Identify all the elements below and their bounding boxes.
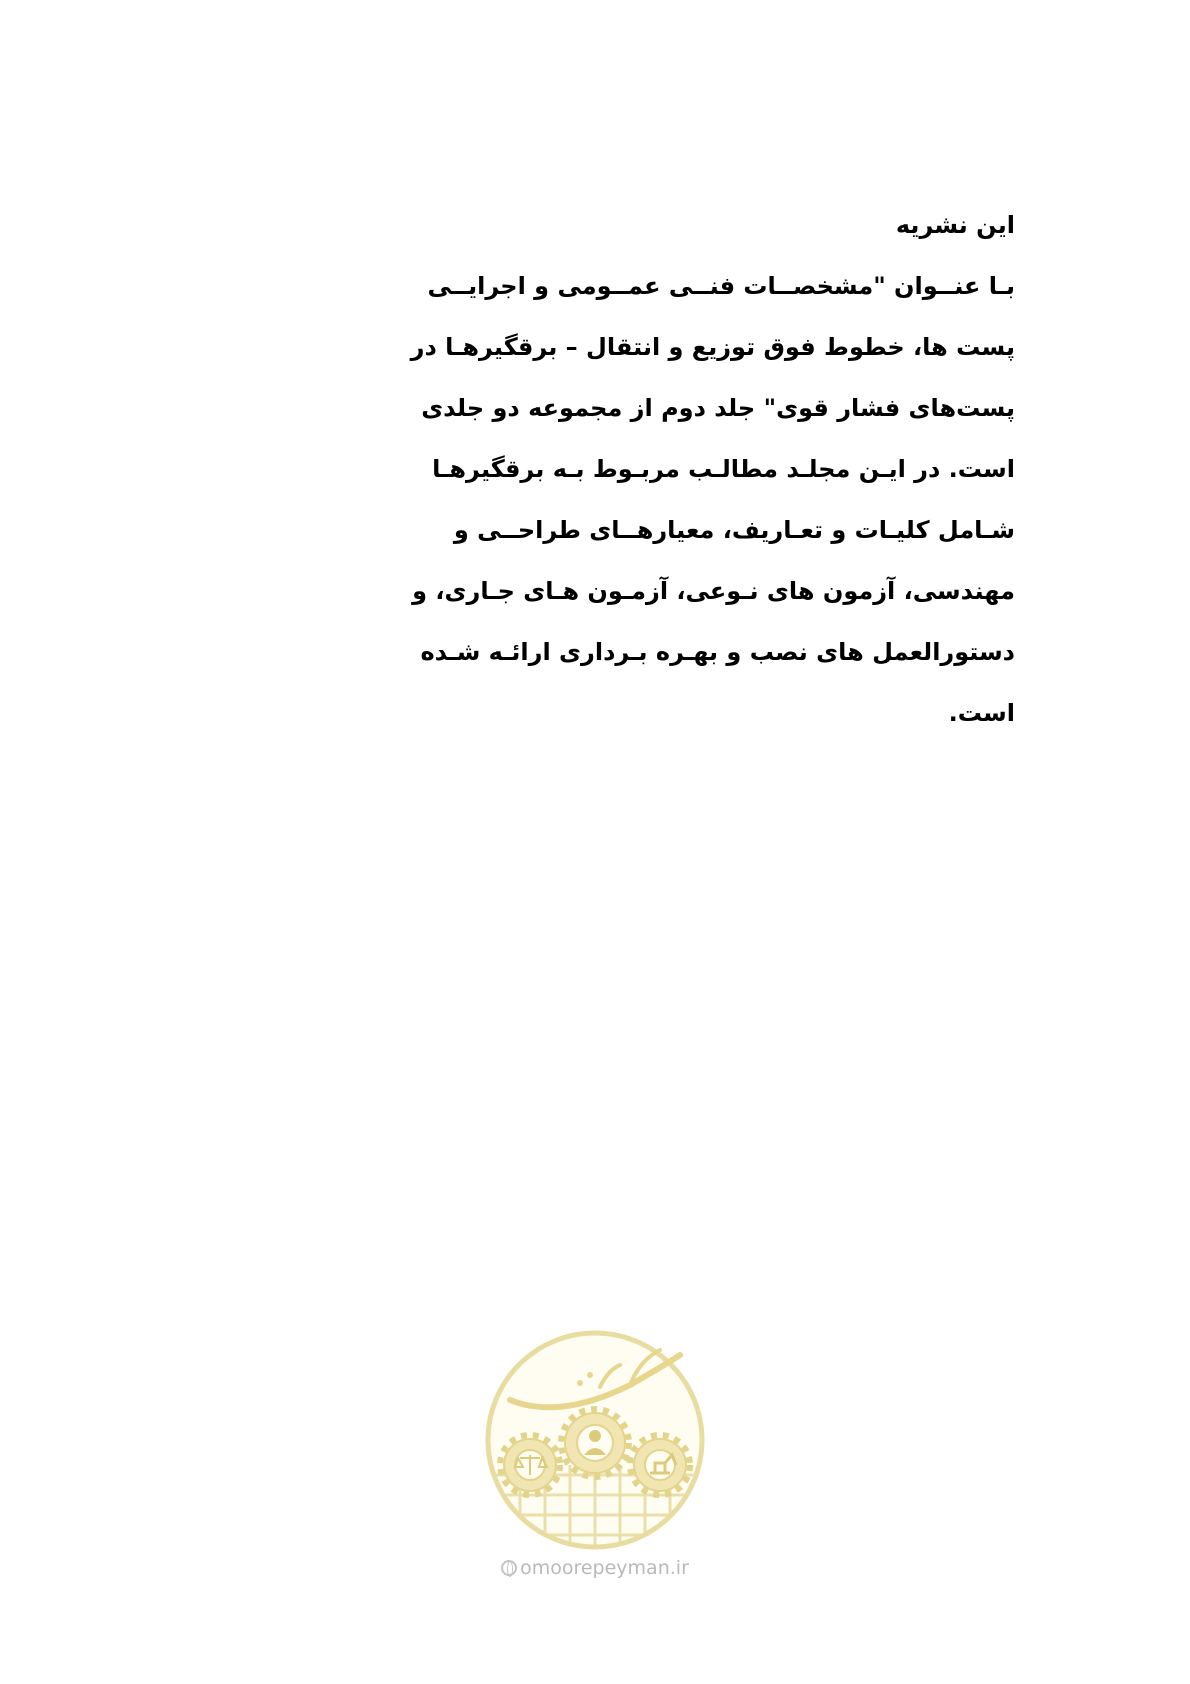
watermark-url: omoorepeyman.ir [520, 1557, 689, 1579]
text-line-8: است. [948, 699, 1015, 727]
text-line-6: مهندسی، آزمون های نـوعی، آزمـون هـای جـاری، و [412, 577, 1015, 605]
publication-description [410, 205, 1015, 754]
text-line-5: شـامل کلیـات و تعـاریف، معیارهــای طراحــی و [453, 516, 1015, 544]
watermark-logo [480, 1325, 710, 1585]
text-line-4: است. در ایـن مجلـد مطالـب مربـوط بـه برقگیرهـا [432, 455, 1015, 483]
text-line-1: بـا عنــوان "مشخصــات فنــی عمــومی و اجرایــی [427, 272, 1015, 300]
text-line-2: پست ها، خطوط فوق توزیع و انتقال – برقگیرهـا در [410, 333, 1015, 361]
text-line-7: دستورالعمل های نصب و بهـره بـرداری ارائـه شـده [420, 638, 1015, 666]
omoorepeyman-logo-icon [480, 1325, 710, 1555]
watermark-caption [480, 1557, 710, 1579]
globe-icon [501, 1560, 517, 1576]
text-line-3: پست‌های فشار قوی" جلد دوم از مجموعه دو جلدی [421, 394, 1015, 422]
publication-heading: این نشریه [895, 211, 1015, 239]
